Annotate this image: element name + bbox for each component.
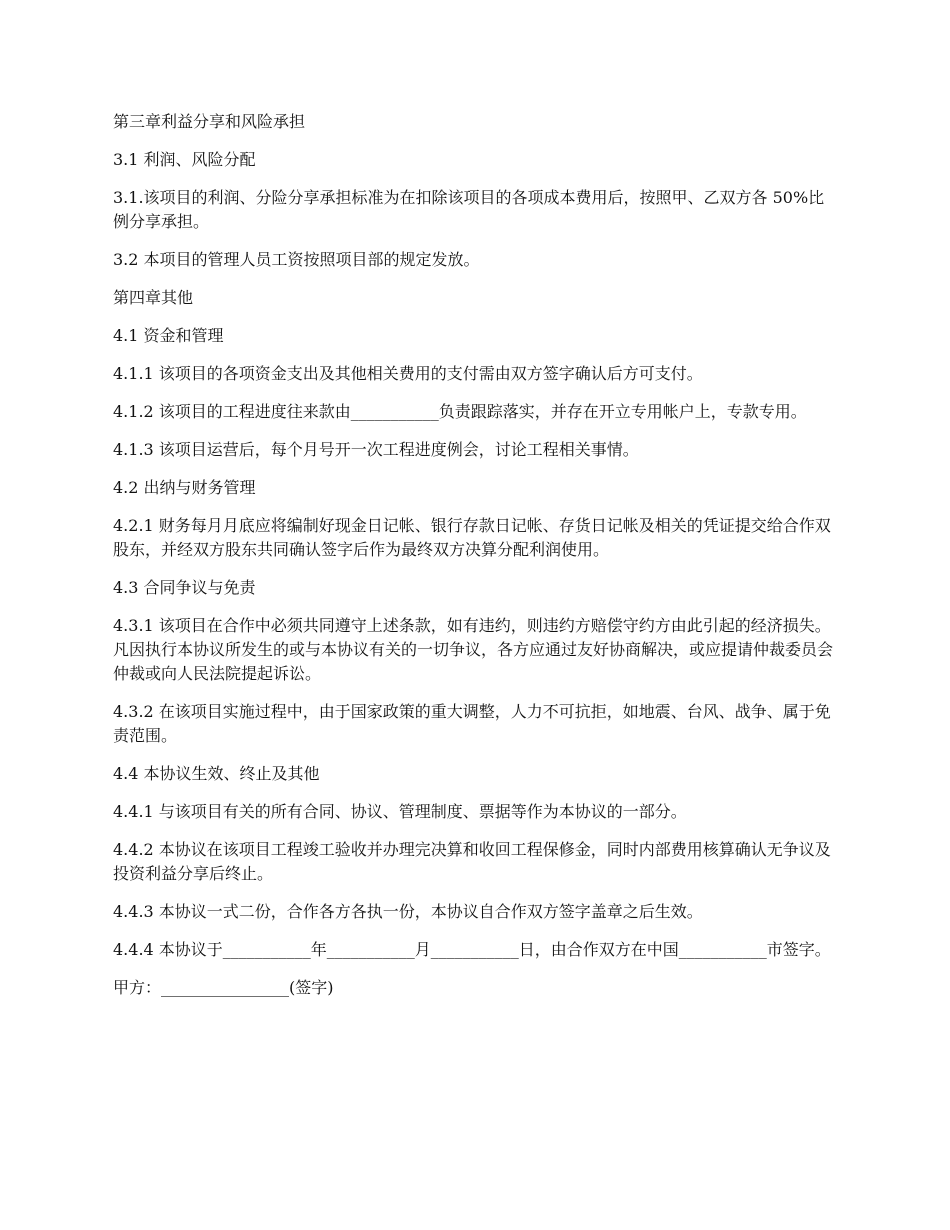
clause-4-4-2: 4.4.2 本协议在该项目工程竣工验收并办理完决算和收回工程保修金，同时内部费用核算确认无争议及投资利益分享后终止。 [113,840,831,883]
clause-4-1-2: 4.1.2 该项目的工程进度往来款由___________负责跟踪落实，并存在开立专用帐户上，专款专用。 [113,402,807,421]
clause-4-4-3: 4.4.3 本协议一式二份，合作各方各执一份，本协议自合作双方签字盖章之后生效。 [113,902,703,921]
chapter-3-heading: 第三章利益分享和风险承担 [113,112,306,131]
clause-4-1-1: 4.1.1 该项目的各项资金支出及其他相关费用的支付需由双方签字确认后方可支付。 [113,364,703,383]
party-a-signature-line: 甲方：________________(签字) [113,978,334,997]
section-4-1-heading: 4.1 资金和管理 [113,326,224,345]
section-4-3-heading: 4.3 合同争议与免责 [113,578,256,597]
section-3-1-heading: 3.1 利润、风险分配 [113,150,256,169]
section-4-2-heading: 4.2 出纳与财务管理 [113,478,256,497]
clause-4-4-4: 4.4.4 本协议于___________年___________月___________日，由合作双方在中国___________市签字。 [113,940,831,959]
clause-4-3-2: 4.3.2 在该项目实施过程中，由于国家政策的重大调整，人力不可抗拒，如地震、台风、战争、属于免责范围。 [113,702,831,745]
clause-3-1: 3.1.该项目的利润、分险分享承担标准为在扣除该项目的各项成本费用后，按照甲、乙双方各 50%比例分享承担。 [113,188,825,231]
clause-4-2-1: 4.2.1 财务每月月底应将编制好现金日记帐、银行存款日记帐、存货日记帐及相关的凭证提交给合作双股东，并经双方股东共同确认签字后作为最终双方决算分配利润使用。 [113,516,831,559]
clause-4-3-1: 4.3.1 该项目在合作中必须共同遵守上述条款，如有违约，则违约方赔偿守约方由此引起的经济损失。凡因执行本协议所发生的或与本协议有关的一切争议，各方应通过友好协商解决，或应提请仲裁委员会仲裁或向人民法院提起诉讼。 [113,616,834,683]
chapter-4-heading: 第四章其他 [113,288,194,307]
clause-3-2: 3.2 本项目的管理人员工资按照项目部的规定发放。 [113,250,480,269]
clause-4-4-1: 4.4.1 与该项目有关的所有合同、协议、管理制度、票据等作为本协议的一部分。 [113,802,687,821]
clause-4-1-3: 4.1.3 该项目运营后，每个月号开一次工程进度例会，讨论工程相关事情。 [113,440,639,459]
section-4-4-heading: 4.4 本协议生效、终止及其他 [113,764,320,783]
